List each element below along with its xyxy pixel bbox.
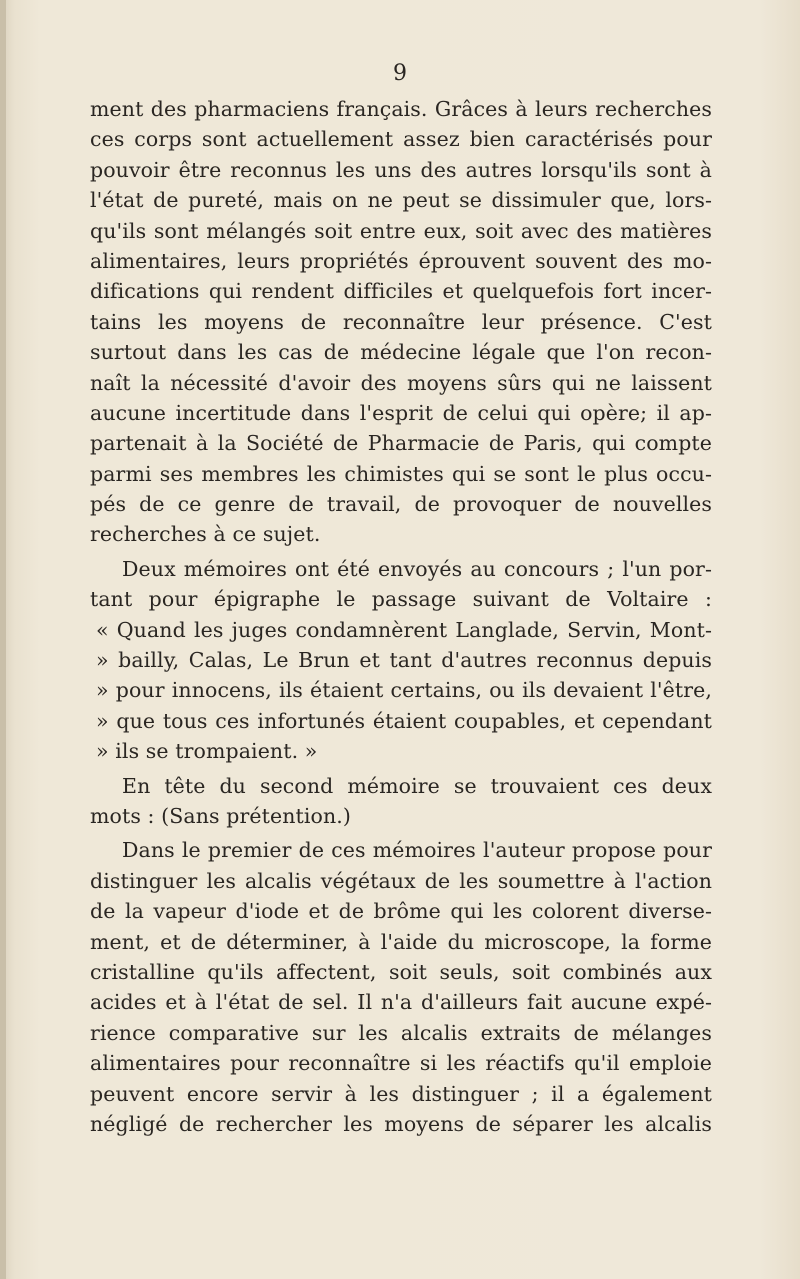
text-line: mots : (Sans prétention.) [90, 803, 351, 828]
text-line: pés de ce genre de travail, de provoquer de nouvelles [90, 492, 712, 517]
paragraph-3 [90, 771, 712, 832]
text-line: distinguer les alcalis végétaux de les soumettre à l'action [90, 868, 712, 893]
text-line: négligé de rechercher les moyens de séparer les alcalis [90, 1111, 712, 1136]
text-line: acides et à l'état de sel. Il n'a d'ailleurs fait aucune expé- [90, 990, 712, 1015]
paragraph-4 [90, 835, 712, 1139]
paragraph-1 [90, 94, 712, 550]
text-line: parmi ses membres les chimistes qui se sont le plus occu- [90, 461, 712, 486]
text-line: Dans le premier de ces mémoires l'auteur propose pour [122, 838, 712, 863]
text-line: alimentaires, leurs propriétés éprouvent souvent des mo- [90, 248, 712, 273]
page-spine-shadow [0, 0, 6, 1279]
text-line: partenait à la Société de Pharmacie de Paris, qui compte [90, 431, 712, 456]
text-line: naît la nécessité d'avoir des moyens sûrs qui ne laissent [90, 370, 712, 395]
text-line: ces corps sont actuellement assez bien caractérisés pour [90, 127, 712, 152]
text-line: Deux mémoires ont été envoyés au concours ; l'un por- [122, 556, 712, 581]
quote-line: » ils se trompaient. » [96, 739, 318, 764]
text-line: difications qui rendent difficiles et quelquefois fort incer- [90, 279, 712, 304]
text-line: de la vapeur d'iode et de brôme qui les colorent diverse- [90, 899, 712, 924]
paragraph-2 [90, 554, 712, 767]
text-line: ment, et de déterminer, à l'aide du microscope, la forme [90, 929, 712, 954]
text-line: tains les moyens de reconnaître leur présence. C'est [90, 309, 712, 334]
quote-line: « Quand les juges condamnèrent Langlade, Servin, Mont- [96, 617, 712, 642]
quote-line: » pour innocens, ils étaient certains, ou ils devaient l'être, [96, 678, 712, 703]
text-line: qu'ils sont mélangés soit entre eux, soit avec des matières [90, 218, 712, 243]
page-number: 9 [393, 61, 407, 86]
text-line: tant pour épigraphe le passage suivant de Voltaire : [90, 587, 712, 612]
text-line: peuvent encore servir à les distinguer ; il a également [90, 1081, 712, 1106]
text-line: l'état de pureté, mais on ne peut se dissimuler que, lors- [90, 188, 712, 213]
text-line: cristalline qu'ils affectent, soit seuls, soit combinés aux [90, 959, 712, 984]
text-line: surtout dans les cas de médecine légale que l'on recon- [90, 340, 712, 365]
text-line: alimentaires pour reconnaître si les réactifs qu'il emploie [90, 1051, 712, 1076]
text-line: ment des pharmaciens français. Grâces à leurs recherches [90, 97, 712, 121]
text-line: En tête du second mémoire se trouvaient ces deux [122, 773, 712, 798]
text-line: aucune incertitude dans l'esprit de celui qui opère; il ap- [90, 400, 712, 425]
text-line: recherches à ce sujet. [90, 522, 321, 547]
text-line: rience comparative sur les alcalis extraits de mélanges [90, 1020, 712, 1045]
text-line: pouvoir être reconnus les uns des autres lorsqu'ils sont à [90, 157, 712, 182]
body-text [90, 94, 712, 1139]
quote-line: » que tous ces infortunés étaient coupables, et cependant [96, 708, 712, 733]
quote-line: » bailly, Calas, Le Brun et tant d'autres reconnus depuis [96, 648, 712, 673]
